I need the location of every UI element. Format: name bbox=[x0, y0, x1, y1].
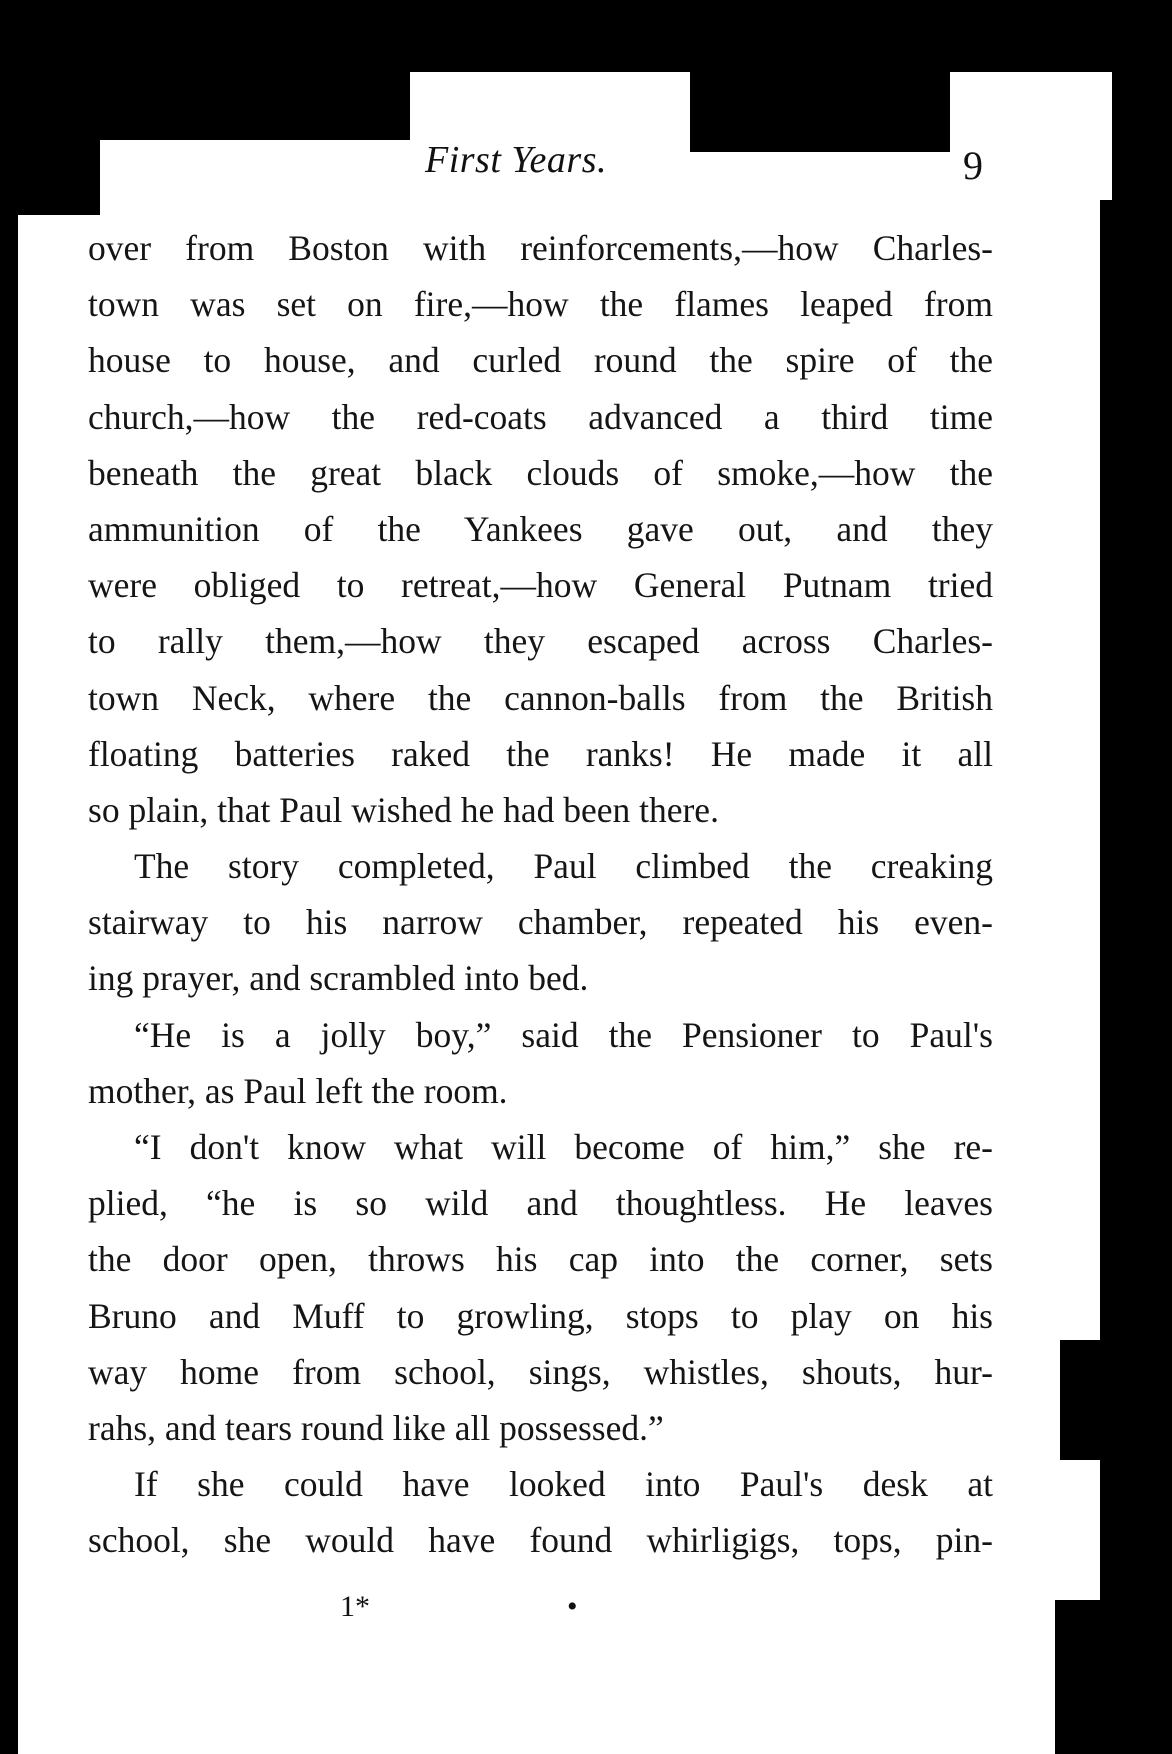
text-line: Bruno and Muff to growling, stops to play on his bbox=[88, 1295, 993, 1336]
text-line: ing prayer, and scrambled into bed. bbox=[88, 958, 589, 999]
scan-border-right bbox=[1112, 0, 1172, 1754]
text-line: church,—how the red-coats advanced a third time bbox=[88, 396, 993, 437]
page-number: 9 bbox=[963, 143, 983, 188]
text-line: floating batteries raked the ranks! He made it all bbox=[88, 733, 993, 774]
text-line: rahs, and tears round like all possessed.” bbox=[88, 1407, 664, 1448]
text-line: town was set on fire,—how the flames leaped from bbox=[88, 284, 993, 325]
text-line: to rally them,—how they escaped across Charles- bbox=[88, 621, 993, 662]
running-head: First Years. bbox=[425, 139, 607, 181]
scan-border-top-right bbox=[690, 72, 950, 152]
text-line: ammunition of the Yankees gave out, and they bbox=[88, 508, 993, 549]
scan-border-left bbox=[0, 0, 18, 1754]
text-line: were obliged to retreat,—how General Putnam tried bbox=[88, 565, 993, 606]
signature-dot: • bbox=[567, 1590, 578, 1623]
text-line: “I don't know what will become of him,” she re- bbox=[134, 1127, 993, 1167]
text-line: mother, as Paul left the room. bbox=[88, 1070, 508, 1111]
scan-border-top-left-inner bbox=[100, 0, 410, 140]
text-line: town Neck, where the cannon-balls from the British bbox=[88, 677, 993, 718]
scan-border-right-notch bbox=[1060, 1340, 1120, 1460]
text-line: If she could have looked into Paul's desk at bbox=[134, 1464, 993, 1505]
text-line: over from Boston with reinforcements,—how Charles- bbox=[88, 228, 993, 268]
scan-border-right-notch-lower bbox=[1055, 1600, 1125, 1754]
body-text bbox=[88, 220, 993, 1569]
text-line: way home from school, sings, whistles, shouts, hur- bbox=[88, 1351, 993, 1392]
text-line: house to house, and curled round the spire of the bbox=[88, 340, 993, 381]
text-line: school, she would have found whirligigs, tops, pin- bbox=[88, 1520, 993, 1561]
text-line: “He is a jolly boy,” said the Pensioner to Paul's bbox=[134, 1014, 993, 1055]
text-line: the door open, throws his cap into the corner, sets bbox=[88, 1239, 993, 1280]
signature-mark: 1* bbox=[340, 1590, 370, 1623]
text-line: stairway to his narrow chamber, repeated his even- bbox=[88, 902, 993, 943]
text-line: so plain, that Paul wished he had been there. bbox=[88, 789, 719, 830]
text-line: The story completed, Paul climbed the creaking bbox=[134, 846, 993, 887]
text-line: beneath the great black clouds of smoke,—how the bbox=[88, 452, 993, 493]
text-line: plied, “he is so wild and thoughtless. He leaves bbox=[88, 1183, 993, 1224]
